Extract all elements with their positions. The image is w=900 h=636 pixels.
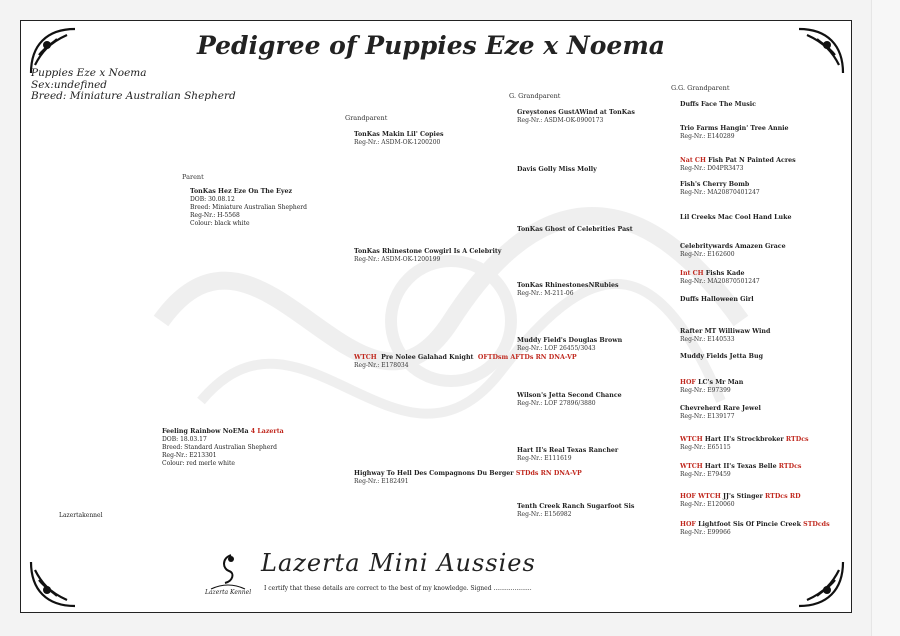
parent-reg: Reg-Nr.: H-5568 xyxy=(190,212,240,219)
gg-grandparent-name: Hart II's Texas Belle xyxy=(704,463,777,470)
grandparent-name: Highway To Hell Des Compagnons Du Berger xyxy=(354,470,514,477)
g-grandparent-reg: Reg-Nr.: LOF 26455/3043 xyxy=(517,345,596,352)
subject-sex: Sex:undefined xyxy=(31,79,108,91)
parent-breed: Breed: Miniature Australian Shepherd xyxy=(190,204,307,211)
gg-grandparent-name: Celebritywards Amazen Grace xyxy=(680,243,786,250)
gg-grandparent-name: Rafter MT Williwaw Wind xyxy=(680,328,771,335)
parent-dam xyxy=(162,428,284,468)
column-label-g-grandparent: G. Grandparent xyxy=(509,92,561,100)
gg-grandparent-reg: Reg-Nr.: E97399 xyxy=(680,387,731,394)
parent-title-suffix: 4 Lazerta xyxy=(250,428,284,435)
gg-grandparent-reg: Reg-Nr.: E120060 xyxy=(680,501,735,508)
gg-grandparent-name: Fish Pat N Painted Acres xyxy=(708,157,796,164)
logo-mark-text: Lazerta Kennel xyxy=(205,589,252,596)
g-grandparent-reg: Reg-Nr.: E156982 xyxy=(517,511,572,518)
g-grandparent-reg: Reg-Nr.: M-211-06 xyxy=(517,290,574,297)
g-grandparent-name: Wilson's Jetta Second Chance xyxy=(517,392,622,399)
gg-grandparent-entry xyxy=(680,214,792,222)
column-label-parent: Parent xyxy=(182,173,204,181)
grandparent-entry xyxy=(354,354,577,370)
grandparent-entry xyxy=(354,131,444,147)
grandparent-reg: Reg-Nr.: ASDM-OK-1200200 xyxy=(354,139,441,146)
g-grandparent-reg: Reg-Nr.: ASDM-OK-0900173 xyxy=(517,117,604,124)
parent-reg: Reg-Nr.: E213301 xyxy=(162,452,217,459)
gg-grandparent-reg: Reg-Nr.: E140533 xyxy=(680,336,735,343)
gg-grandparent-entry xyxy=(680,436,809,452)
parent-dob: DOB: 30.08.12 xyxy=(190,196,235,203)
gg-grandparent-entry xyxy=(680,243,786,259)
g-grandparent-name: Greystones GustAWind at TonKas xyxy=(517,109,635,116)
gg-grandparent-name: LC's Mr Man xyxy=(698,379,744,386)
g-grandparent-entry xyxy=(517,109,635,125)
gg-grandparent-prefix: HOF WTCH xyxy=(680,493,721,500)
grandparent-reg: Reg-Nr.: E182491 xyxy=(354,478,409,485)
gg-grandparent-reg: Reg-Nr.: E140289 xyxy=(680,133,735,140)
parent-colour: Colour: black white xyxy=(190,220,250,227)
gg-grandparent-entry xyxy=(680,296,754,304)
g-grandparent-name: Hart II's Real Texas Rancher xyxy=(517,447,619,454)
corner-ornament-bottom-left xyxy=(27,558,79,610)
right-gutter xyxy=(871,0,900,636)
gg-grandparent-entry xyxy=(680,521,830,537)
g-grandparent-name: TonKas RhinestonesNRubies xyxy=(517,282,619,289)
corner-ornament-bottom-right xyxy=(795,558,847,610)
g-grandparent-entry xyxy=(517,503,634,519)
subject-name: Puppies Eze x Noema xyxy=(31,67,147,79)
parent-dob: DOB: 18.03.17 xyxy=(162,436,207,443)
grandparent-suffix: STDds RN DNA-VP xyxy=(515,470,582,477)
gg-grandparent-entry xyxy=(680,328,770,344)
kennel-logo-text: Lazerta Mini Aussies xyxy=(261,549,536,577)
gg-grandparent-name: Fish's Cherry Bomb xyxy=(680,181,750,188)
grandparent-name: Pre Nolee Galahad Knight xyxy=(381,354,474,361)
gg-grandparent-entry xyxy=(680,493,801,509)
gg-grandparent-entry xyxy=(680,125,789,141)
gg-grandparent-name: Duffs Face The Music xyxy=(680,101,756,108)
column-label-gg-grandparent: G.G. Grandparent xyxy=(671,84,730,92)
gg-grandparent-prefix: Int CH xyxy=(680,270,704,277)
gg-grandparent-entry xyxy=(680,101,756,109)
gg-grandparent-prefix: HOF xyxy=(680,379,696,386)
gg-grandparent-prefix: Nat CH xyxy=(680,157,706,164)
gg-grandparent-prefix: WTCH xyxy=(680,463,703,470)
grandparent-entry xyxy=(354,470,582,486)
g-grandparent-name: Davis Golly Miss Molly xyxy=(517,166,597,173)
grandparent-reg: Reg-Nr.: ASDM-OK-1200199 xyxy=(354,256,441,263)
gg-grandparent-name: Fishs Kade xyxy=(705,270,745,277)
gg-grandparent-reg: Reg-Nr.: E139177 xyxy=(680,413,735,420)
g-grandparent-entry xyxy=(517,337,622,353)
gg-grandparent-reg: Reg-Nr.: E65115 xyxy=(680,444,731,451)
parent-name: TonKas Hez Eze On The Eyez xyxy=(190,188,293,195)
gg-grandparent-reg: Reg-Nr.: E79459 xyxy=(680,471,731,478)
gg-grandparent-name: Chevreherd Rare Jewel xyxy=(680,405,761,412)
g-grandparent-entry xyxy=(517,392,622,408)
g-grandparent-entry xyxy=(517,447,618,463)
gg-grandparent-name: Hart II's Strockbroker xyxy=(704,436,784,443)
certification-statement: I certify that these details are correct to the best of my knowledge. Signed .................... xyxy=(264,585,532,592)
gg-grandparent-reg: Reg-Nr.: D04PR3473 xyxy=(680,165,744,172)
gg-grandparent-name: Duffs Halloween Girl xyxy=(680,296,754,303)
gg-grandparent-entry xyxy=(680,463,801,479)
gg-grandparent-name: Lightfoot Sis Of Pincie Creek xyxy=(698,521,801,528)
gg-grandparent-reg: Reg-Nr.: E162600 xyxy=(680,251,735,258)
g-grandparent-entry xyxy=(517,226,633,234)
grandparent-reg: Reg-Nr.: E178034 xyxy=(354,362,409,369)
gg-grandparent-entry xyxy=(680,181,760,197)
kennel-name: Lazertakennel xyxy=(59,512,103,519)
g-grandparent-name: Muddy Field's Douglas Brown xyxy=(517,337,623,344)
parent-name: Feeling Rainbow NoEMa xyxy=(162,428,249,435)
parent-breed: Breed: Standard Australian Shepherd xyxy=(162,444,277,451)
subject-breed: Breed: Miniature Australian Shepherd xyxy=(31,90,236,102)
gg-grandparent-reg: Reg-Nr.: E99966 xyxy=(680,529,731,536)
grandparent-entry xyxy=(354,248,501,264)
grandparent-name: TonKas Rhinestone Cowgirl Is A Celebrity xyxy=(354,248,502,255)
corner-ornament-top-right xyxy=(795,25,847,77)
g-grandparent-reg: Reg-Nr.: E111619 xyxy=(517,455,572,462)
gg-grandparent-name: Muddy Fields Jetta Bug xyxy=(680,353,763,360)
gg-grandparent-prefix: HOF xyxy=(680,521,696,528)
g-grandparent-entry xyxy=(517,282,619,298)
gg-grandparent-entry xyxy=(680,270,760,286)
g-grandparent-reg: Reg-Nr.: LOF 27896/3880 xyxy=(517,400,596,407)
gg-grandparent-suffix: STDcds xyxy=(803,521,830,528)
gg-grandparent-reg: Reg-Nr.: MA20870401247 xyxy=(680,189,760,196)
grandparent-prefix: WTCH xyxy=(354,354,377,361)
gg-grandparent-name: Lil Creeks Mac Cool Hand Luke xyxy=(680,214,792,221)
parent-colour: Colour: red merle white xyxy=(162,460,235,467)
page-title: Pedigree of Puppies Eze x Noema xyxy=(197,31,665,60)
g-grandparent-entry xyxy=(517,166,597,174)
grandparent-suffix: OFTDsm AFTDs RN DNA-VP xyxy=(477,354,577,361)
gg-grandparent-suffix: RTDcs RD xyxy=(765,493,801,500)
gg-grandparent-entry xyxy=(680,353,763,361)
pedigree-sheet xyxy=(20,20,852,613)
gg-grandparent-name: JJ's Stinger xyxy=(723,493,763,500)
gg-grandparent-suffix: RTDcs xyxy=(778,463,802,470)
lazerta-logo-mark xyxy=(203,551,253,603)
parent-sire xyxy=(190,188,307,228)
gg-grandparent-entry xyxy=(680,405,761,421)
gg-grandparent-entry xyxy=(680,379,743,395)
gg-grandparent-prefix: WTCH xyxy=(680,436,703,443)
gg-grandparent-name: Trio Farms Hangin' Tree Annie xyxy=(680,125,789,132)
column-label-grandparent: Grandparent xyxy=(345,114,388,122)
g-grandparent-name: Tenth Creek Ranch Sugarfoot Sis xyxy=(517,503,635,510)
g-grandparent-name: TonKas Ghost of Celebrities Past xyxy=(517,226,633,233)
gg-grandparent-suffix: RTDcs xyxy=(785,436,809,443)
grandparent-name: TonKas Makin Lil' Copies xyxy=(354,131,444,138)
gg-grandparent-entry xyxy=(680,157,796,173)
gg-grandparent-reg: Reg-Nr.: MA20870501247 xyxy=(680,278,760,285)
